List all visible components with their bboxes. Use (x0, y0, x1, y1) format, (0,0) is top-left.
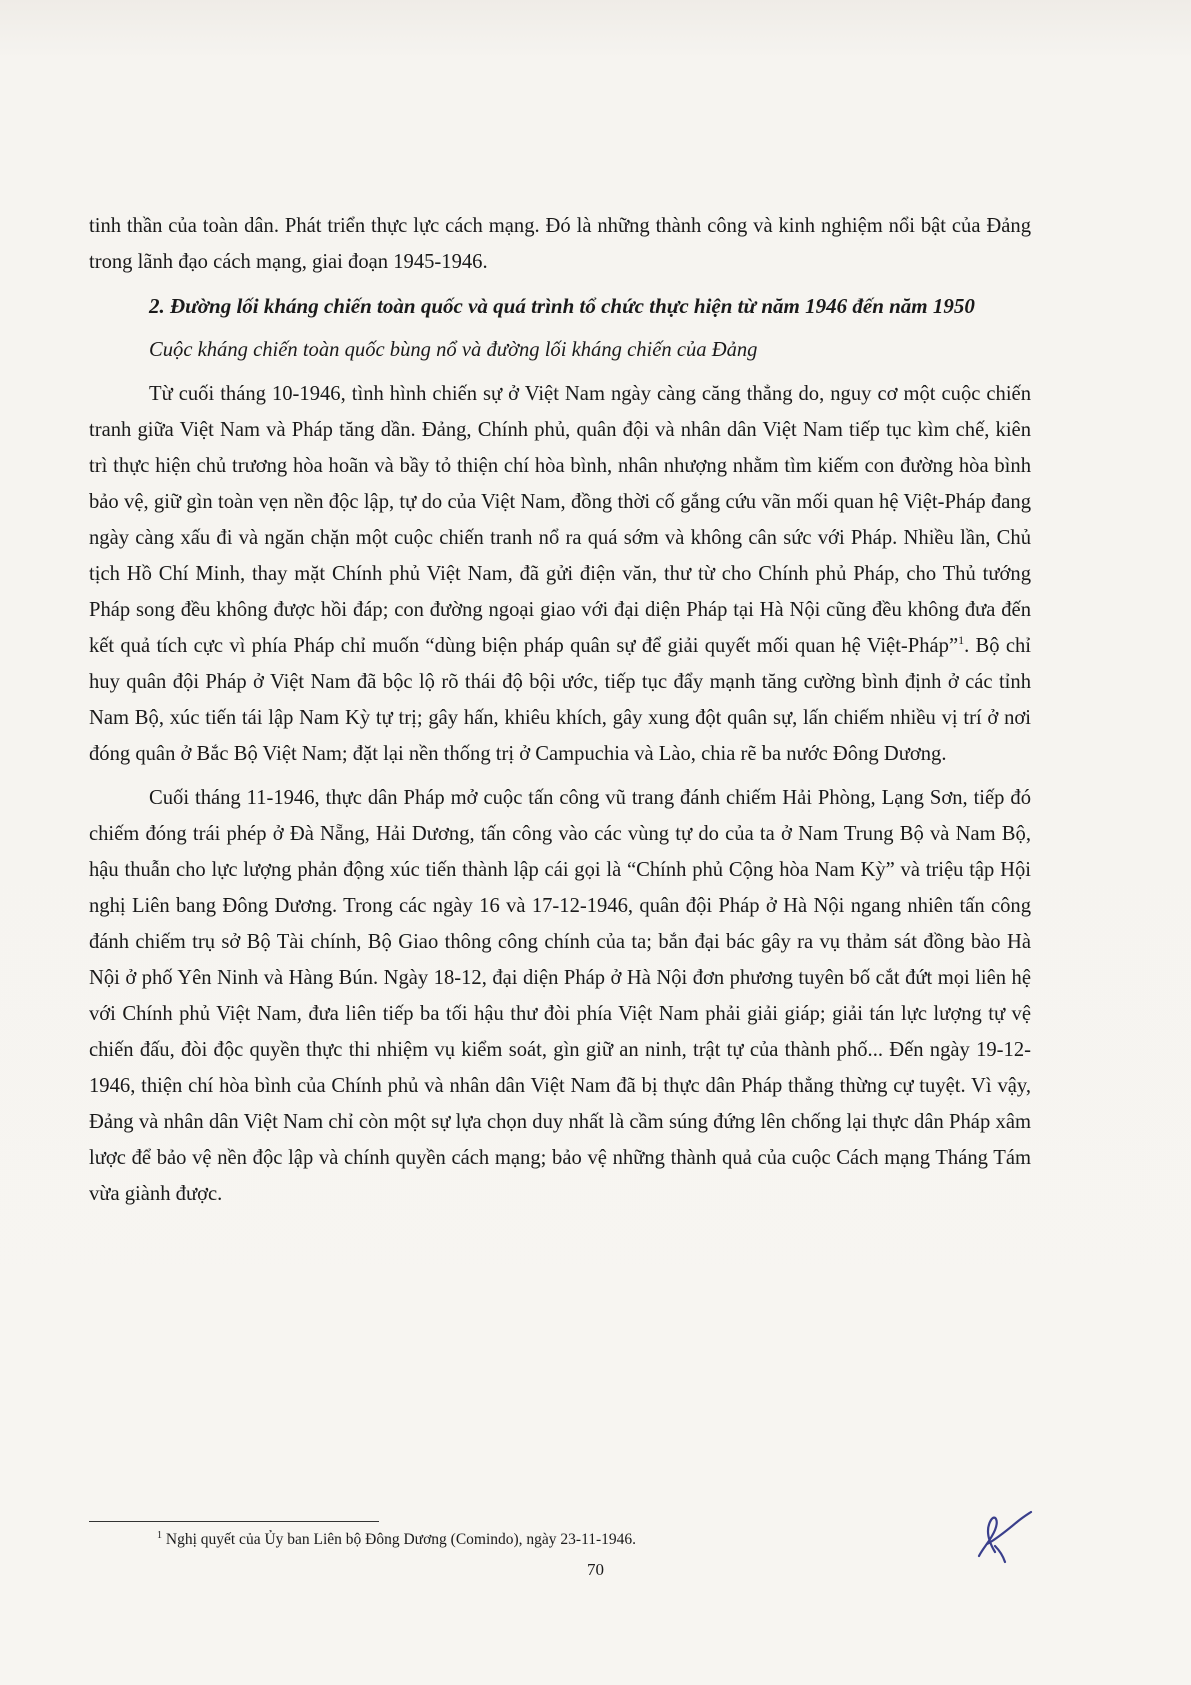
paragraph-1 (89, 376, 1031, 772)
footnote-marker: 1 (157, 1530, 162, 1541)
paragraph-1-text-a: Từ cuối tháng 10-1946, tình hình chiến sự ở Việt Nam ngày càng căng thẳng do, nguy cơ một cuộc chiến tranh giữa Việt Nam và Pháp tăng dần. Đảng, Chính phủ, quân đội và nhân dân Việt Nam tiếp tục kìm chế, kiên trì thực hiện chủ trương hòa hoãn và bầy tỏ thiện chí hòa bình, nhân nhượng nhằm tìm kiếm con đường hòa bình bảo vệ, giữ gìn toàn vẹn nền độc lập, tự do của Việt Nam, đồng thời cố gắng cứu vãn mối quan hệ Việt-Pháp đang ngày càng xấu đi và ngăn chặn một cuộc chiến tranh nổ ra quá sớm và không cân sức với Pháp. Nhiều lần, Chủ tịch Hồ Chí Minh, thay mặt Chính phủ Việt Nam, đã gửi điện văn, thư từ cho Chính phủ Pháp, cho Thủ tướng Pháp song đều không được hồi đáp; con đường ngoại giao với đại diện Pháp tại Hà Nội cũng đều không đưa đến kết quả tích cực vì phía Pháp chỉ muốn “dùng biện pháp quân sự để giải quyết mối quan hệ Việt-Pháp” (89, 383, 1031, 657)
paragraph-2: Cuối tháng 11-1946, thực dân Pháp mở cuộc tấn công vũ trang đánh chiếm Hải Phòng, Lạng Sơn, tiếp đó chiếm đóng trái phép ở Đà Nẵng, Hải Dương, tấn công vào các vùng tự do của ta ở Nam Trung Bộ và Nam Bộ, hậu thuẫn cho lực lượng phản động xúc tiến thành lập cái gọi là “Chính phủ Cộng hòa Nam Kỳ” và triệu tập Hội nghị Liên bang Đông Dương. Trong các ngày 16 và 17-12-1946, quân đội Pháp ở Hà Nội ngang nhiên tấn công đánh chiếm trụ sở Bộ Tài chính, Bộ Giao thông công chính của ta; bắn đại bác gây ra vụ thảm sát đồng bào Hà Nội ở phố Yên Ninh và Hàng Bún. Ngày 18-12, đại diện Pháp ở Hà Nội đơn phương tuyên bố cắt đứt mọi liên hệ với Chính phủ Việt Nam, đưa liên tiếp ba tối hậu thư đòi phía Việt Nam phải giải giáp; giải tán lực lượng tự vệ chiến đấu, đòi độc quyền thực thi nhiệm vụ kiểm soát, gìn giữ an ninh, trật tự của thành phố... Đến ngày 19-12-1946, thiện chí hòa bình của Chính phủ và nhân dân Việt Nam đã bị thực dân Pháp thẳng thừng cự tuyệt. Vì vậy, Đảng và nhân dân Việt Nam chỉ còn một sự lựa chọn duy nhất là cầm súng đứng lên chống lại thực dân Pháp xâm lược để bảo vệ nền độc lập và chính quyền cách mạng; bảo vệ những thành quả của cuộc Cách mạng Tháng Tám vừa giành được. (89, 787, 1031, 1205)
footnote-reference: 1 (958, 633, 965, 647)
footnote-text: Nghị quyết của Ủy ban Liên bộ Đông Dương (Comindo), ngày 23-11-1946. (162, 1531, 637, 1548)
paragraph-1-text-b: . Bộ chỉ huy quân đội Pháp ở Việt Nam đã bộc lộ rõ thái độ bội ước, tiếp tục đẩy mạnh tăng cường bình định ở các tỉnh Nam Bộ, xúc tiến tái lập Nam Kỳ tự trị; gây hấn, khiêu khích, gây xung đột quân sự, lấn chiếm nhiều vị trí ở nơi đóng quân ở Bắc Bộ Việt Nam; đặt lại nền thống trị ở Campuchia và Lào, chia rẽ ba nước Đông Dương. (89, 635, 1032, 765)
footnote-divider (89, 1521, 379, 1522)
footnote (157, 1530, 636, 1550)
signature-mark (965, 1500, 1035, 1570)
section-heading: 2. Đường lối kháng chiến toàn quốc và quá trình tổ chức thực hiện từ năm 1946 đến năm 1950 (149, 294, 975, 318)
subsection-heading: Cuộc kháng chiến toàn quốc bùng nổ và đường lối kháng chiến của Đảng (149, 339, 758, 361)
body-text (89, 208, 1031, 1212)
intro-paragraph: tinh thần của toàn dân. Phát triển thực lực cách mạng. Đó là những thành công và kinh nghiệm nổi bật của Đảng trong lãnh đạo cách mạng, giai đoạn 1945-1946. (89, 215, 1031, 273)
page-number: 70 (587, 1560, 604, 1579)
